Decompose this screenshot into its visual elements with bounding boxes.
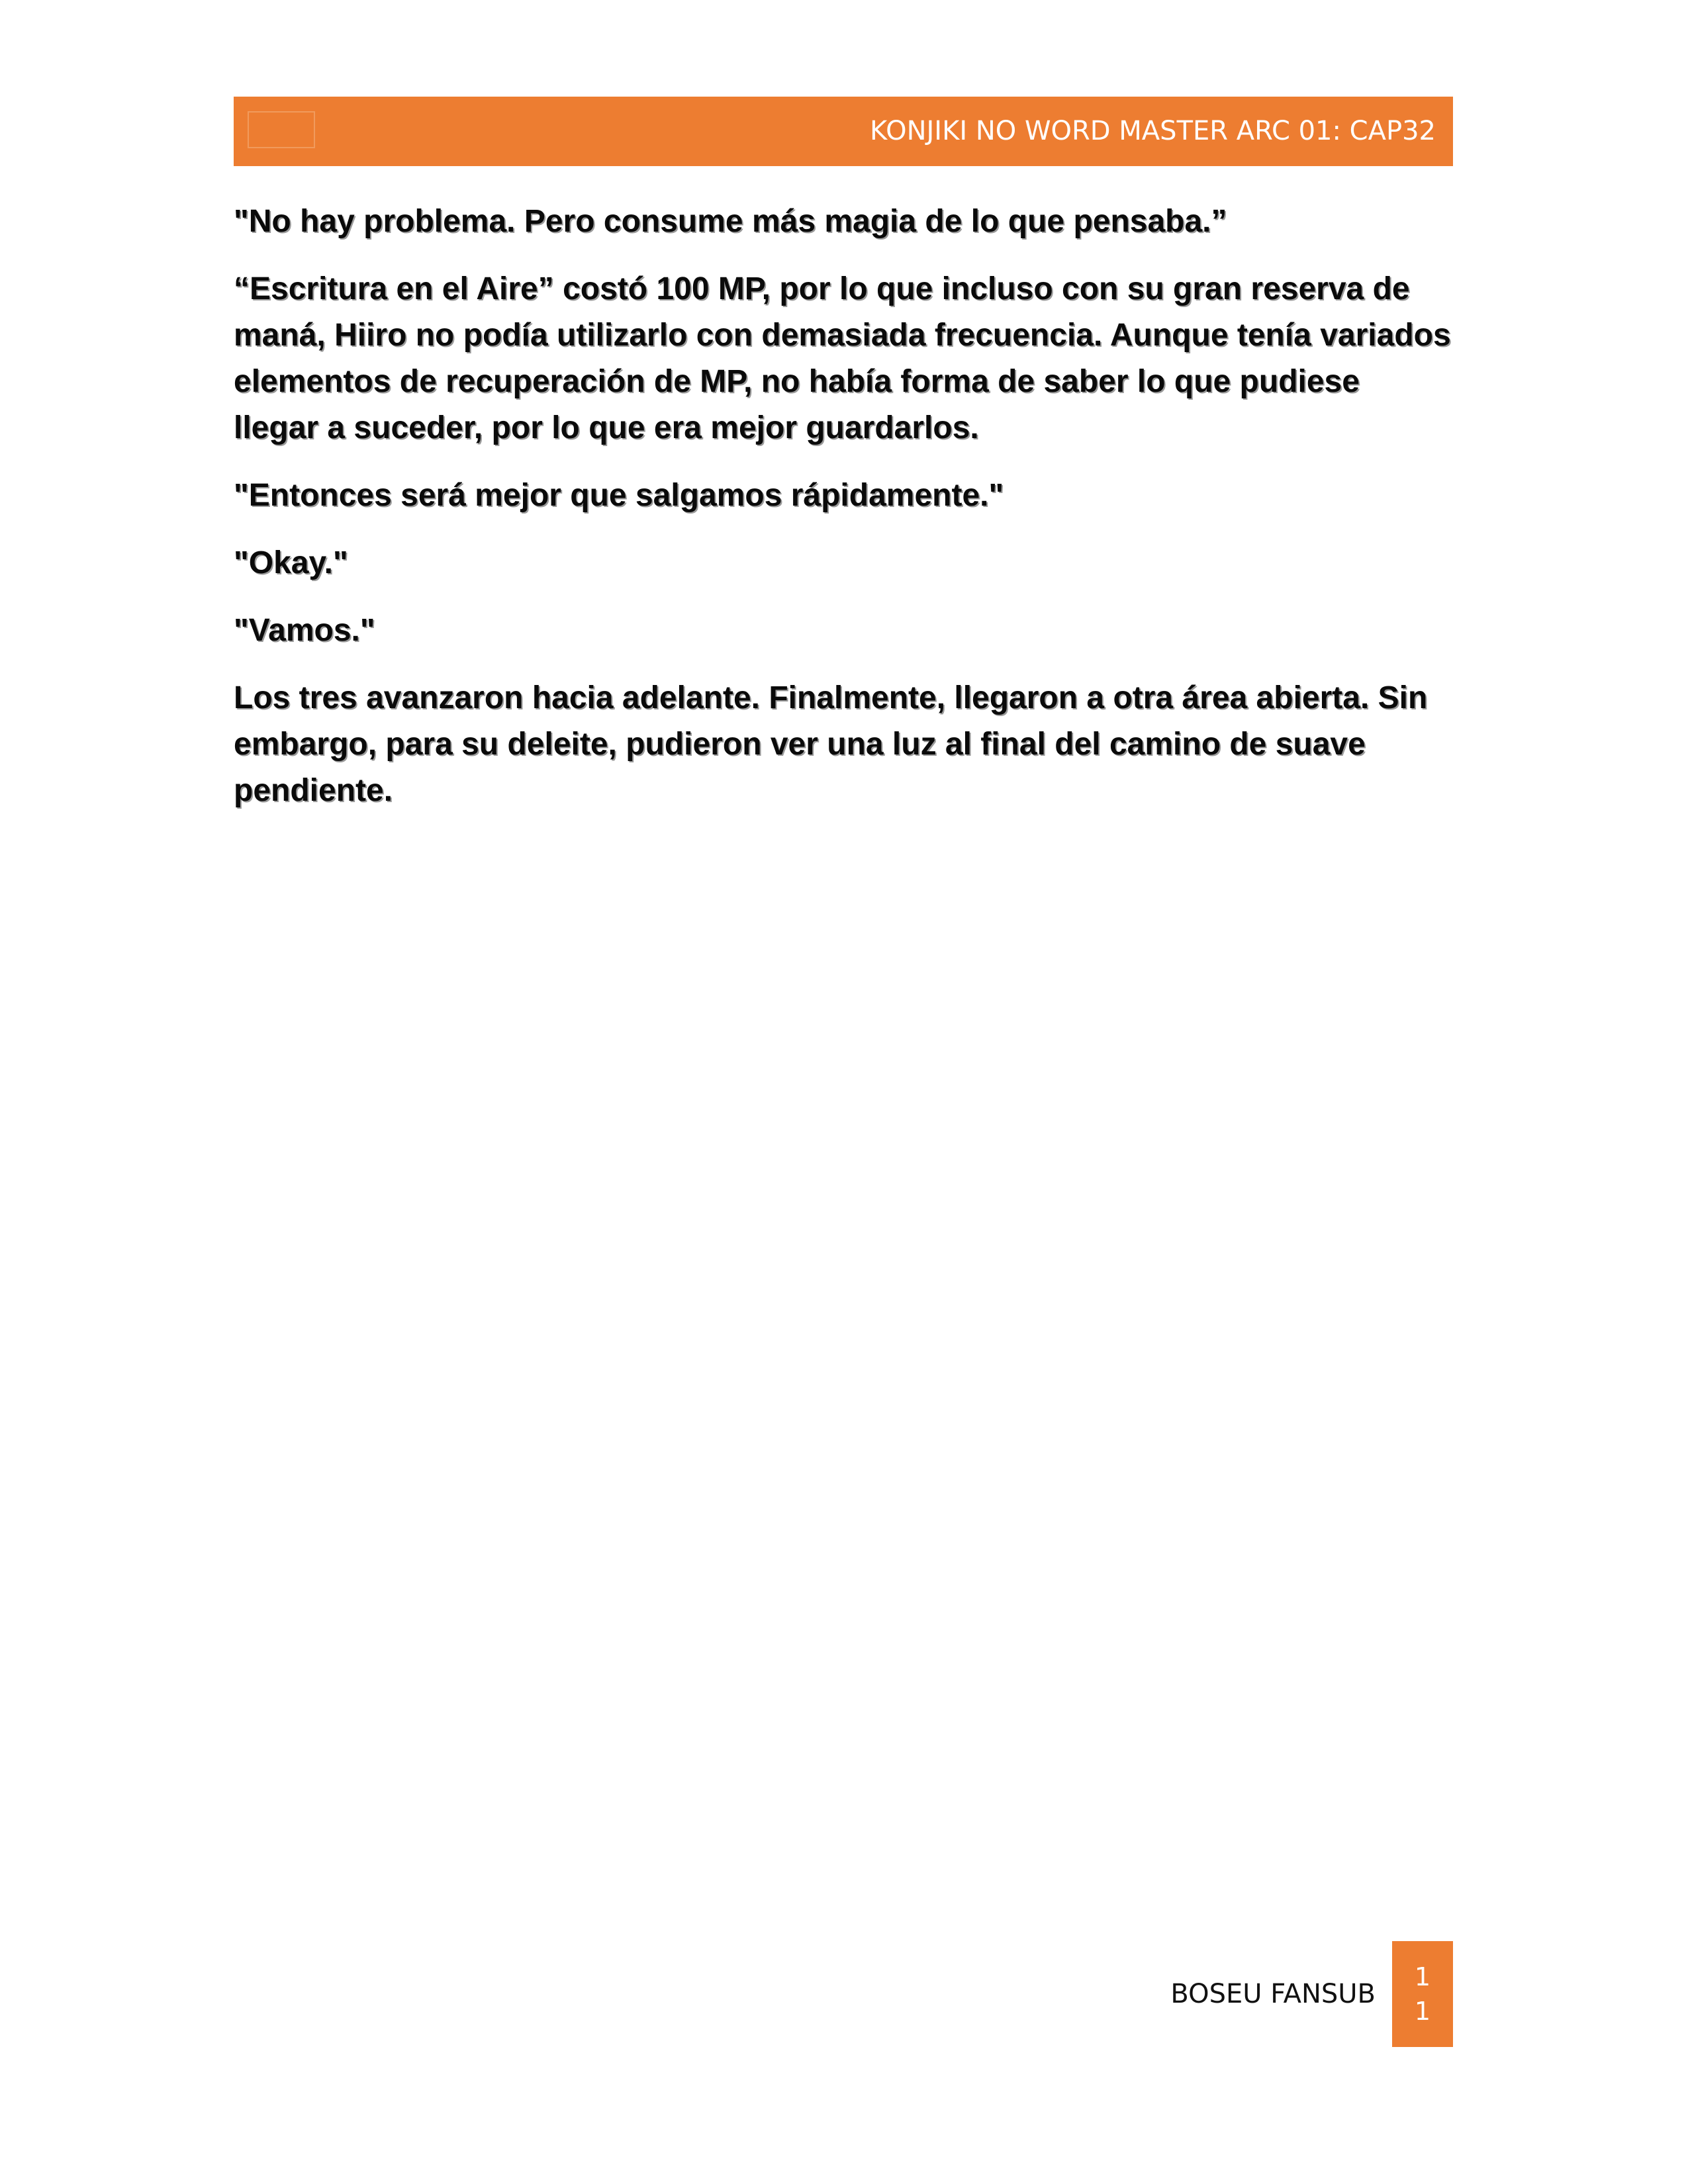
paragraph-6: Los tres avanzaron hacia adelante. Finalmente, llegaron a otra área abierta. Sin embargo, para su deleite, pudieron ver una luz al final del camino de suave pendiente.: [234, 680, 1428, 808]
paragraph-2: “Escritura en el Aire” costó 100 MP, por lo que incluso con su gran reserva de maná, Hiiro no podía utilizarlo con demasiada frecuencia. Aunque tenía variados elementos de recuperación de MP, no había forma de saber lo que pudiese llegar a suceder, por lo que era mejor guardarlos.: [234, 271, 1451, 445]
header-bar: [234, 97, 1453, 166]
paragraph-4: "Okay.": [234, 545, 348, 580]
paragraph-5: "Vamos.": [234, 613, 375, 648]
body-text: [234, 199, 1453, 835]
header-title: KONJIKI NO WORD MASTER ARC 01: CAP32: [870, 116, 1436, 146]
header-decoration-box: [248, 111, 315, 148]
page-number-digit-1: 1: [1414, 1962, 1431, 1991]
page-number-digit-2: 1: [1414, 1997, 1431, 2026]
page-number-box: [1392, 1941, 1453, 2047]
paragraph-1: "No hay problema. Pero consume más magia de lo que pensaba.”: [234, 204, 1227, 239]
paragraph-3: "Entonces será mejor que salgamos rápidamente.": [234, 478, 1004, 513]
footer-label: BOSEU FANSUB: [1170, 1979, 1376, 2009]
